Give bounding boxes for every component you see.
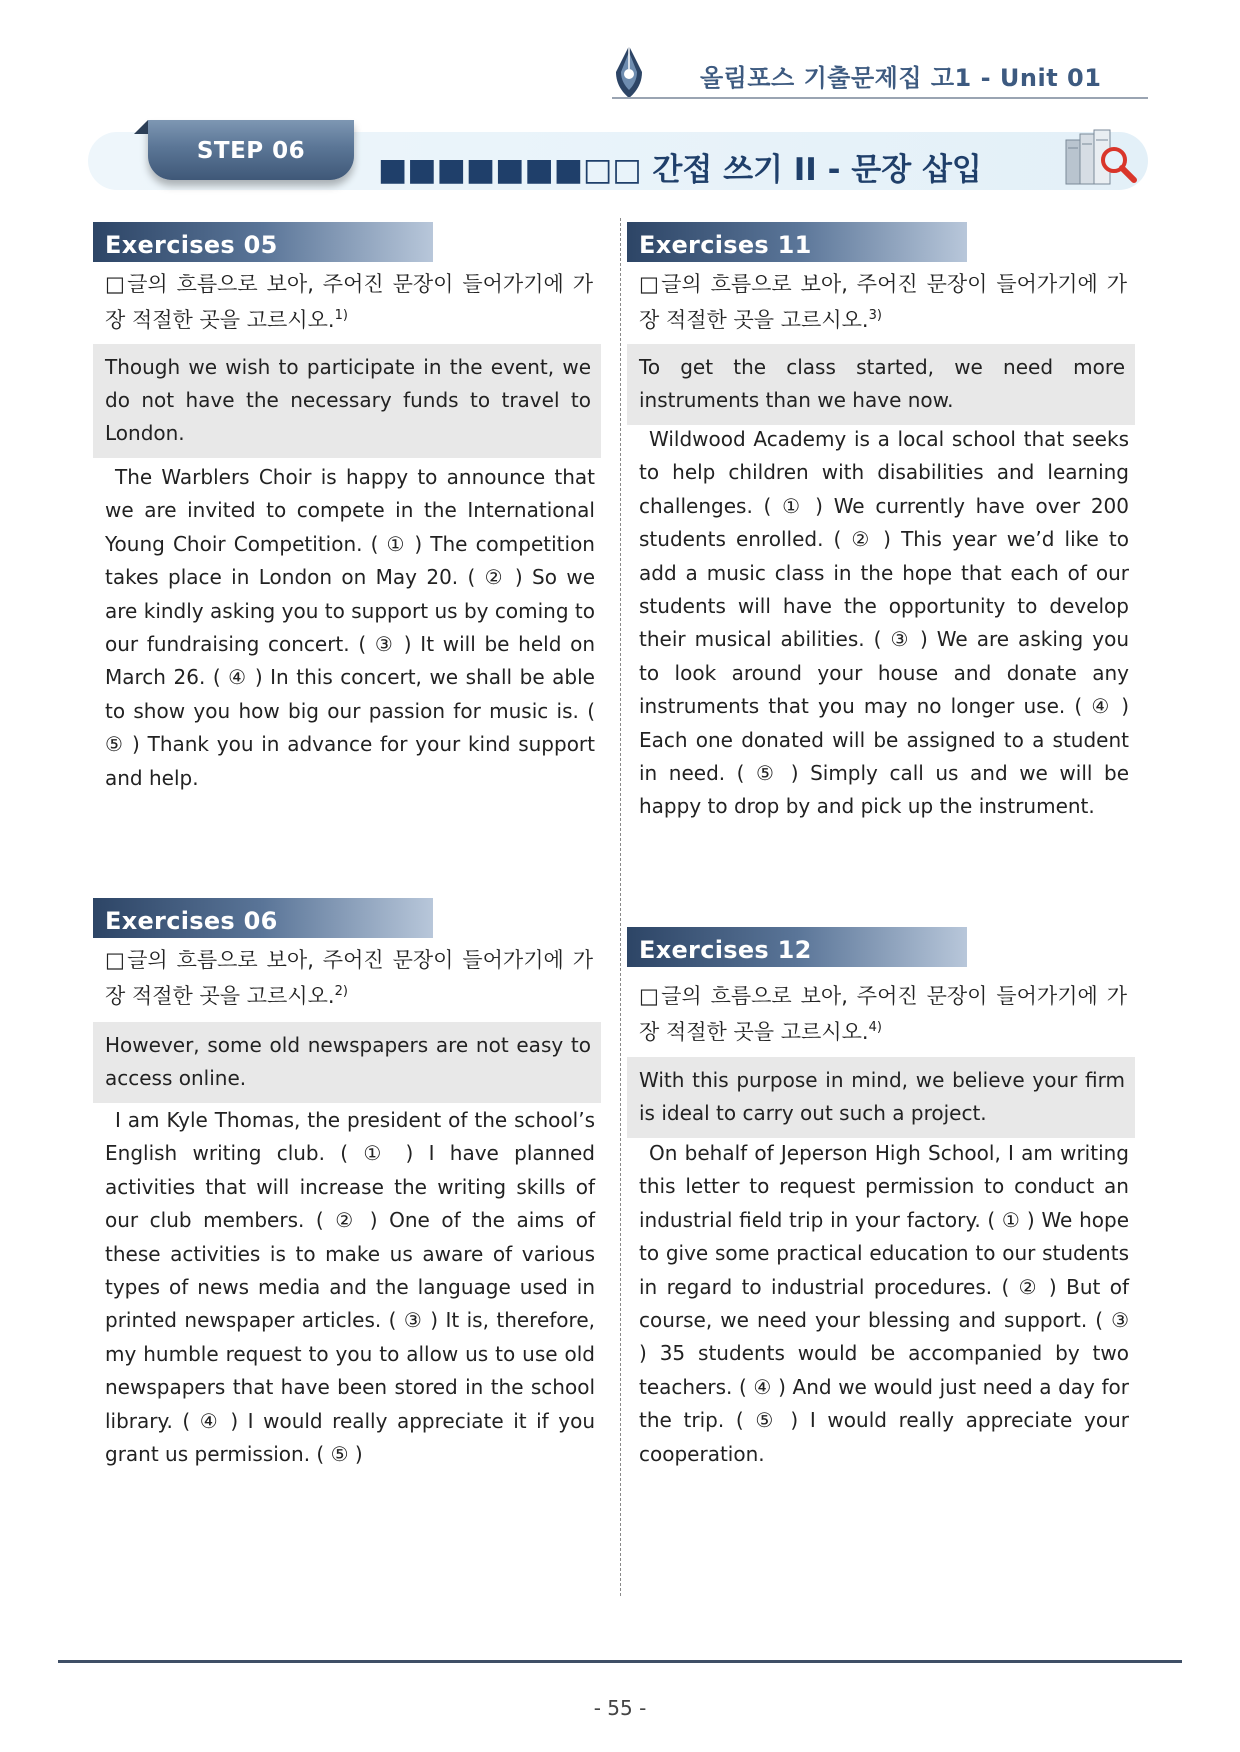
books-magnifier-icon: [1060, 126, 1140, 192]
exercise-12-given-sentence: With this purpose in mind, we believe your firm is ideal to carry out such a project.: [627, 1057, 1135, 1138]
exercise-11-passage: Wildwood Academy is a local school that seeks to help children with disabilities and learning challenges. ( ① ) We currently have over 200 students enrolled. ( ② ) This year we’d like to add a music class in the hope that each of our students will have the opportunity to develop their musical abilities. ( ③ ) We are asking you to look around your house and donate any instruments that you may no longer use. ( ④ ) Each one donated will be assigned to a student in need. ( ⑤ ) Simply call us and we will be happy to drop by and pick up the instrument.: [639, 427, 1129, 819]
exercise-05-given-sentence: Though we wish to participate in the event, we do not have the necessary funds to travel to London.: [93, 344, 601, 458]
header-title: 올림포스 기출문제집 고1 - Unit 01: [700, 64, 1102, 92]
step-label: STEP 06: [196, 138, 306, 164]
exercise-05-instruction: □글의 흐름으로 보아, 주어진 문장이 들어가기에 가장 적절한 곳을 고르시오.$^{1)}$: [105, 272, 593, 332]
exercise-11-given-sentence: To get the class started, we need more instruments than we have now.: [627, 344, 1135, 425]
footnote-marker: 4): [868, 1020, 882, 1035]
footnote-marker: 2): [334, 984, 348, 999]
exercise-11-instruction: □글의 흐름으로 보아, 주어진 문장이 들어가기에 가장 적절한 곳을 고르시오.$^{3)}$: [639, 272, 1127, 332]
column-divider: [620, 218, 621, 1596]
exercise-05-passage: The Warblers Choir is happy to announce that we are invited to compete in the International Young Choir Competition. ( ① ) The competition takes place in London on May 20. ( ② ) So we are kindly asking you to support us by coming to our fundraising concert. ( ③ ) It will be held on March 26. ( ④ ) In this concert, we shall be able to show you how big our passion for music is. ( ⑤ ) Thank you in advance for your kind support and help.: [105, 465, 595, 790]
exercise-06-passage: I am Kyle Thomas, the president of the school’s English writing club. ( ① ) I have planned activities that will increase the writing skills of our club members. ( ② ) One of the aims of these activities is to make us aware of various types of news media and the language used in printed newspaper articles. ( ③ ) It is, therefore, my humble request to you to allow us to use old newspapers that have been stored in the school library. ( ④ ) I would really appreciate it if you grant us permission. ( ⑤ ): [105, 1108, 595, 1467]
exercise-06-instruction: □글의 흐름으로 보아, 주어진 문장이 들어가기에 가장 적절한 곳을 고르시오.$^{2)}$: [105, 948, 593, 1008]
footer-divider: [58, 1660, 1182, 1663]
pen-nib-logo-icon: [612, 44, 646, 100]
exercise-11-heading: Exercises 11: [627, 222, 967, 262]
exercise-05-heading: Exercises 05: [93, 222, 433, 262]
footnote-marker: 3): [868, 308, 882, 323]
exercise-06-heading: Exercises 06: [93, 898, 433, 938]
header-divider: [612, 97, 1148, 99]
exercise-12-passage: On behalf of Jeperson High School, I am writing this letter to request permission to conduct an industrial field trip in your factory. ( ① ) We hope to give some practical education to our students in regard to industrial procedures. ( ② ) But of course, we need your blessing and support. ( ③ ) 35 students would be accompanied by two teachers. ( ④ ) And we would just need a day for the trip. ( ⑤ ) I would really appreciate your cooperation.: [639, 1141, 1129, 1466]
page-number: - 55 -: [593, 1696, 647, 1720]
section-title: ■■■■■■■□□ 간접 쓰기 II - 문장 삽입: [378, 152, 982, 188]
footnote-marker: 1): [334, 308, 348, 323]
exercise-06-given-sentence: However, some old newspapers are not easy to access online.: [93, 1022, 601, 1103]
exercise-12-heading: Exercises 12: [627, 927, 967, 967]
exercise-12-instruction: □글의 흐름으로 보아, 주어진 문장이 들어가기에 가장 적절한 곳을 고르시오.$^{4)}$: [639, 984, 1127, 1044]
